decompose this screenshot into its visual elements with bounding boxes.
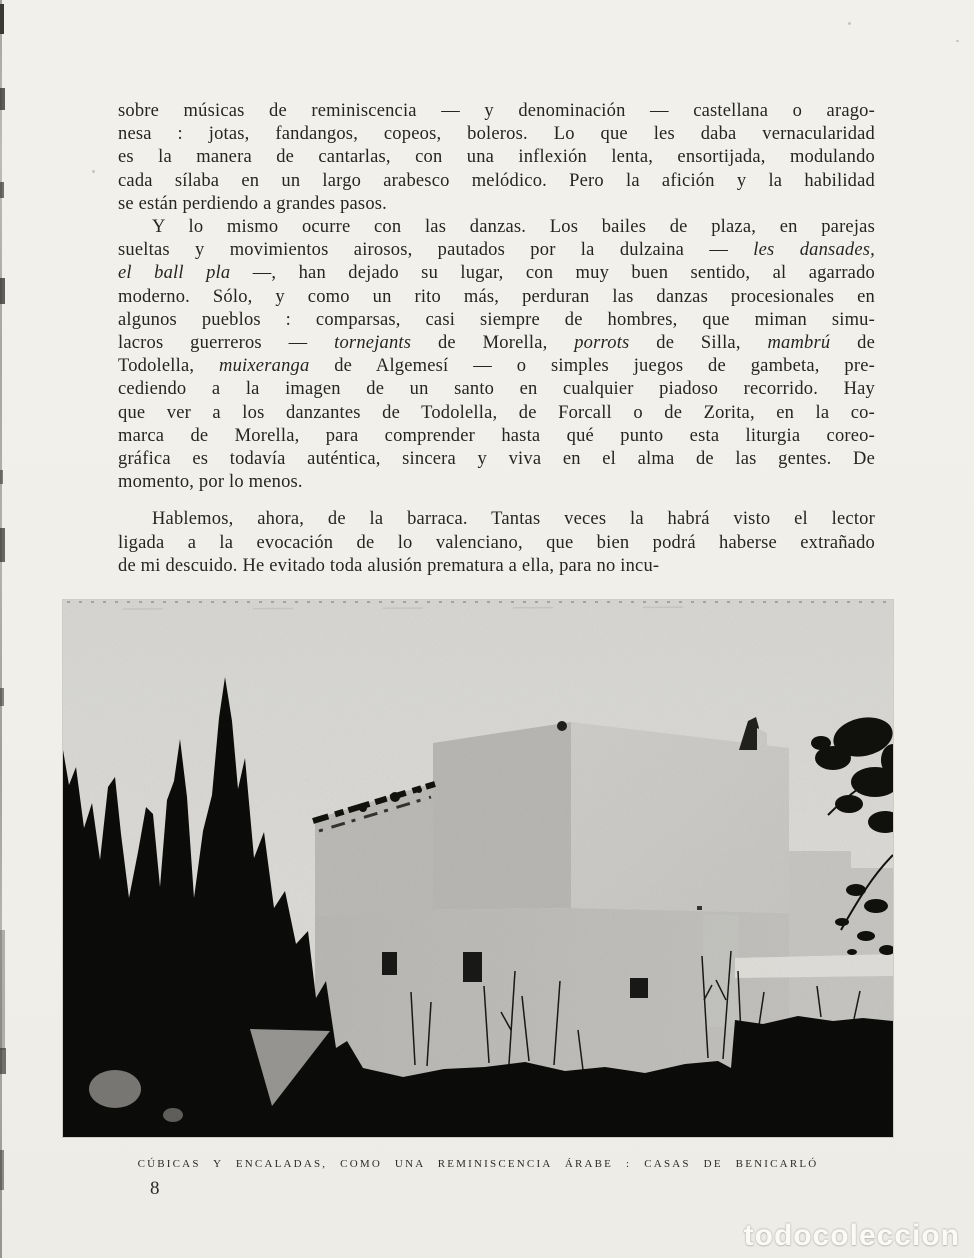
italic-text-segment: porrots: [574, 333, 630, 354]
text-line: [118, 146, 875, 169]
text-segment: de Morella,: [411, 333, 575, 354]
text-segment: Hablemos, ahora, de la barraca. Tantas veces la habrá visto el lector: [152, 509, 875, 530]
dust-speck: [848, 22, 851, 25]
text-block: [118, 100, 875, 578]
scan-edge-mark: [0, 182, 4, 198]
text-segment: cada sílaba en un largo arabesco melódico. Pero la afición y la habilidad: [118, 170, 875, 191]
text-line: [118, 532, 875, 555]
scan-edge-mark: [0, 1150, 4, 1190]
text-line: [118, 193, 875, 216]
dust-speck: [92, 170, 95, 173]
scan-edge-mark: [0, 470, 3, 484]
text-segment: Todolella,: [118, 356, 220, 377]
text-segment: gráfica es todavía auténtica, sincera y viva en el alma de las gentes. De: [118, 449, 875, 470]
text-segment: de Algemesí — o simples juegos de gambeta, pre-: [309, 356, 875, 377]
scan-edge-mark: [0, 88, 5, 110]
text-line: [118, 216, 875, 239]
italic-text-segment: mambrú: [767, 333, 831, 354]
text-segment: algunos pueblos : comparsas, casi siempre de hombres, que miman simu-: [118, 309, 875, 330]
photo-casas-benicarlo: [63, 600, 893, 1137]
text-segment: Y lo mismo ocurre con las danzas. Los bailes de plaza, en parejas: [152, 217, 875, 238]
text-segment: nesa : jotas, fandangos, copeos, boleros. Lo que les daba vernacularidad: [118, 124, 875, 145]
watermark: todocoleccion: [743, 1219, 960, 1252]
text-segment: de Silla,: [629, 333, 768, 354]
paragraph: [118, 100, 875, 216]
text-line: [118, 555, 875, 578]
photo-caption: CÚBICAS Y ENCALADAS, COMO UNA REMINISCENCIA ÁRABE : CASAS DE BENICARLÓ: [137, 1158, 819, 1170]
text-segment: sueltas y movimientos airosos, pautados por la dulzaina —: [118, 240, 754, 261]
italic-text-segment: tornejants: [334, 333, 412, 354]
italic-text-segment: el ball pla: [118, 263, 231, 284]
text-segment: de mi descuido. He evitado toda alusión prematura a ella, para no incu-: [118, 555, 660, 576]
text-segment: que ver a los danzantes de Todolella, de Forcall o de Zorita, en la co-: [118, 402, 875, 423]
text-line: [118, 471, 875, 494]
italic-text-segment: les dansades,: [753, 240, 875, 261]
text-segment: sobre músicas de reminiscencia — y denominación — castellana o arago-: [118, 101, 875, 121]
text-line: [118, 286, 875, 309]
text-line: [118, 448, 875, 471]
page-number: 8: [150, 1178, 160, 1199]
paragraph: [118, 216, 875, 494]
scan-edge-mark: [0, 688, 4, 706]
text-segment: lacros guerreros —: [118, 333, 335, 354]
text-segment: se están perdiendo a grandes pasos.: [118, 193, 387, 214]
scan-edge-mark: [0, 1048, 6, 1074]
text-line: [118, 100, 875, 123]
text-segment: cediendo a la imagen de un santo en cualquier piadoso recorrido. Hay: [118, 379, 875, 400]
text-segment: momento, por lo menos.: [118, 472, 303, 493]
scan-edge-mark: [0, 930, 5, 1050]
italic-text-segment: muixeranga: [219, 356, 310, 377]
text-line: [118, 262, 875, 285]
text-segment: —, han dejado su lugar, con muy buen sentido, al agarrado: [230, 263, 875, 284]
text-line: [118, 402, 875, 425]
text-line: [118, 332, 875, 355]
photo-grain: [63, 600, 893, 1137]
text-segment: ligada a la evocación de lo valenciano, que bien podrá haberse extrañado: [118, 532, 875, 553]
text-segment: de: [830, 333, 875, 354]
text-line: [118, 170, 875, 193]
text-line: [118, 309, 875, 332]
dust-speck: [956, 40, 959, 42]
text-segment: marca de Morella, para comprender hasta qué punto esta liturgia coreo-: [118, 425, 875, 446]
text-line: [118, 355, 875, 378]
text-line: [118, 123, 875, 146]
text-line: [118, 239, 875, 262]
scan-edge-mark: [0, 4, 4, 34]
scan-edge-mark: [0, 528, 5, 562]
text-line: [118, 508, 875, 531]
text-line: [118, 378, 875, 401]
text-line: [118, 425, 875, 448]
text-segment: moderno. Sólo, y como un rito más, perduran las danzas procesionales en: [118, 286, 875, 307]
scan-edge-mark: [0, 278, 5, 304]
photo-illustration: [63, 600, 893, 1137]
paragraph: [118, 508, 875, 578]
text-segment: es la manera de cantarlas, con una inflexión lenta, ensortijada, modulando: [118, 147, 875, 168]
